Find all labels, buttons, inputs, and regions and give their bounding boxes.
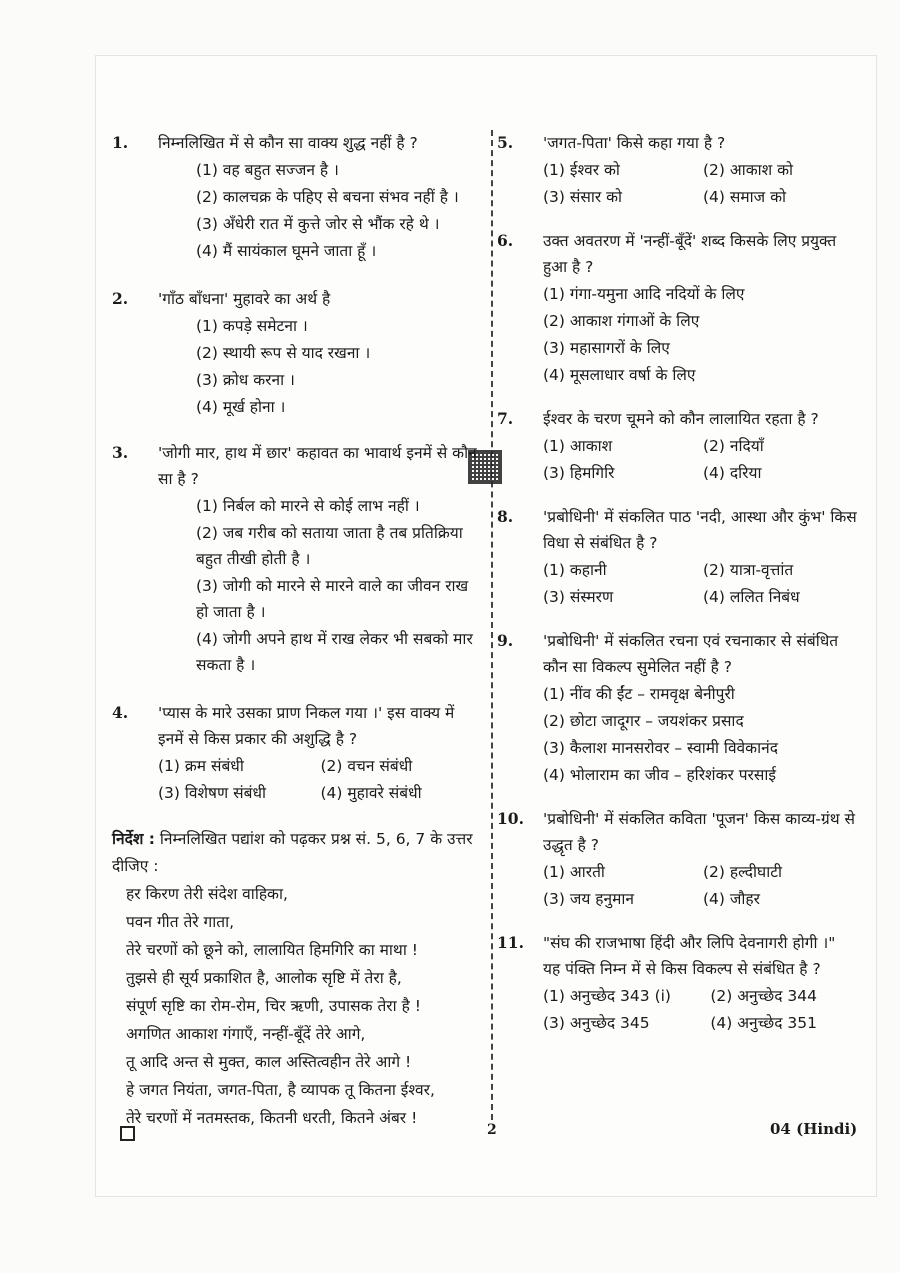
- option-2: (2) अनुच्छेद 344: [710, 987, 817, 1005]
- option-2: (2) वचन संबंधी: [320, 757, 413, 775]
- question-text: 'प्रबोधिनी' में संकलित कविता 'पूजन' किस काव्य-ग्रंथ से उद्धृत है ?: [543, 810, 856, 854]
- options-grid: [543, 156, 857, 210]
- option-2: (2) हल्दीघाटी: [703, 863, 783, 881]
- passage-line: तुझसे ही सूर्य प्रकाशित है, आलोक सृष्टि में तेरा है,: [126, 969, 402, 987]
- question-4: [112, 700, 477, 806]
- option-1: (1) नींव की ईंट – रामवृक्ष बेनीपुरी: [543, 685, 735, 703]
- paper-code: 04 (Hindi): [770, 1120, 858, 1138]
- question-3: [112, 440, 477, 678]
- option-4: (4) मुहावरे संबंधी: [320, 784, 422, 802]
- question-8: [497, 504, 857, 610]
- option-2: (2) छोटा जादूगर – जयशंकर प्रसाद: [543, 712, 744, 730]
- question-text: 'प्यास के मारे उसका प्राण निकल गया ।' इस वाक्य में इनमें से किस प्रकार की अशुद्धि है ?: [158, 704, 455, 748]
- option-2: (2) कालचक्र के पहिए से बचना संभव नहीं है ।: [196, 188, 459, 206]
- options-grid: [543, 982, 857, 1036]
- question-number: 2.: [112, 289, 129, 308]
- question-text: "संघ की राजभाषा हिंदी और लिपि देवनागरी होगी ।" यह पंक्ति निम्न में से किस विकल्प से संबंधित है ?: [543, 934, 836, 978]
- option-3: (3) जय हनुमान: [543, 890, 635, 908]
- question-text: निम्नलिखित में से कौन सा वाक्य शुद्ध नहीं है ?: [158, 134, 418, 152]
- option-1: (1) अनुच्छेद 343 (i): [543, 987, 671, 1005]
- instruction: [112, 826, 477, 880]
- option-1: (1) क्रम संबंधी: [158, 757, 244, 775]
- option-4: (4) जोगी अपने हाथ में राख लेकर भी सबको मार सकता है ।: [196, 630, 473, 674]
- option-3: (3) महासागरों के लिए: [543, 339, 670, 357]
- passage-line: हे जगत नियंता, जगत-पिता, है व्यापक तू कितना ईश्वर,: [126, 1081, 435, 1099]
- question-text: ईश्वर के चरण चूमने को कौन लालायित रहता है ?: [543, 410, 819, 428]
- option-3: (3) अनुच्छेद 345: [543, 1014, 650, 1032]
- question-text: 'गाँठ बाँधना' मुहावरे का अर्थ है: [158, 290, 331, 308]
- option-3: (3) संस्मरण: [543, 588, 614, 606]
- option-4: (4) दरिया: [703, 464, 762, 482]
- option-4: (4) मूसलाधार वर्षा के लिए: [543, 366, 696, 384]
- instruction-label: निर्देश :: [112, 830, 155, 848]
- question-10: [497, 806, 857, 912]
- option-2: (2) आकाश गंगाओं के लिए: [543, 312, 700, 330]
- question-text: 'जोगी मार, हाथ में छार' कहावत का भावार्थ इनमें से कौन सा है ?: [158, 444, 477, 488]
- left-column: [112, 130, 477, 1132]
- question-2: [112, 286, 477, 420]
- question-text: 'प्रबोधिनी' में संकलित पाठ 'नदी, आस्था और कुंभ' किस विधा से संबंधित है ?: [543, 508, 857, 552]
- question-text: 'प्रबोधिनी' में संकलित रचना एवं रचनाकार से संबंधित कौन सा विकल्प सुमेलित नहीं है ?: [543, 632, 839, 676]
- option-1: (1) आरती: [543, 863, 605, 881]
- question-5: [497, 130, 857, 210]
- poem-passage: [112, 880, 477, 1132]
- option-2: (2) जब गरीब को सताया जाता है तब प्रतिक्रिया बहुत तीखी होती है ।: [196, 524, 463, 568]
- passage-line: तू आदि अन्त से मुक्त, काल अस्तित्वहीन तेरे आगे !: [126, 1053, 412, 1071]
- options-grid: [158, 752, 477, 806]
- option-4: (4) समाज को: [703, 188, 786, 206]
- question-number: 5.: [497, 133, 514, 152]
- question-number: 10.: [497, 809, 524, 828]
- passage-line: तेरे चरणों में नतमस्तक, कितनी धरती, कितने अंबर !: [126, 1109, 418, 1127]
- question-number: 1.: [112, 133, 129, 152]
- options-grid: [543, 432, 857, 486]
- question-number: 3.: [112, 443, 129, 462]
- option-1: (1) आकाश: [543, 437, 613, 455]
- question-number: 7.: [497, 409, 514, 428]
- option-1: (1) गंगा-यमुना आदि नदियों के लिए: [543, 285, 745, 303]
- option-2: (2) स्थायी रूप से याद रखना ।: [196, 344, 371, 362]
- option-1: (1) कपड़े समेटना ।: [196, 317, 308, 335]
- page-number: 2: [487, 1122, 497, 1138]
- option-3: (3) क्रोध करना ।: [196, 371, 295, 389]
- option-3: (3) संसार को: [543, 188, 623, 206]
- question-1: [112, 130, 477, 264]
- option-1: (1) ईश्वर को: [543, 161, 620, 179]
- passage-line: पवन गीत तेरे गाता,: [126, 913, 235, 931]
- option-3: (3) जोगी को मारने से मारने वाले का जीवन राख हो जाता है ।: [196, 577, 469, 621]
- column-divider: [491, 130, 493, 1120]
- option-4: (4) अनुच्छेद 351: [710, 1014, 817, 1032]
- option-2: (2) आकाश को: [703, 161, 794, 179]
- option-2: (2) यात्रा-वृत्तांत: [703, 561, 794, 579]
- option-4: (4) मैं सायंकाल घूमने जाता हूँ ।: [196, 242, 377, 260]
- passage-line: हर किरण तेरी संदेश वाहिका,: [126, 885, 288, 903]
- passage-line: तेरे चरणों को छूने को, लालायित हिमगिरि का माथा !: [126, 941, 418, 959]
- checkbox-square-icon: [120, 1126, 135, 1141]
- option-4: (4) भोलाराम का जीव – हरिशंकर परसाई: [543, 766, 776, 784]
- question-text: उक्त अवतरण में 'नन्हीं-बूँदें' शब्द किसके लिए प्रयुक्त हुआ है ?: [543, 232, 837, 276]
- option-4: (4) मूर्ख होना ।: [196, 398, 286, 416]
- option-1: (1) कहानी: [543, 561, 607, 579]
- question-number: 8.: [497, 507, 514, 526]
- options-grid: [543, 556, 857, 610]
- option-3: (3) हिमगिरि: [543, 464, 615, 482]
- question-11: [497, 930, 857, 1036]
- instruction-text: निम्नलिखित पद्यांश को पढ़कर प्रश्न सं. 5, 6, 7 के उत्तर दीजिए :: [112, 830, 473, 875]
- option-4: (4) जौहर: [703, 890, 760, 908]
- question-6: [497, 228, 857, 388]
- passage-line: संपूर्ण सृष्टि का रोम-रोम, चिर ऋणी, उपासक तेरा है !: [126, 997, 421, 1015]
- question-number: 6.: [497, 231, 514, 250]
- option-4: (4) ललित निबंध: [703, 588, 800, 606]
- question-number: 4.: [112, 703, 129, 722]
- option-2: (2) नदियाँ: [703, 437, 764, 455]
- question-number: 11.: [497, 933, 524, 952]
- question-7: [497, 406, 857, 486]
- option-3: (3) कैलाश मानसरोवर – स्वामी विवेकानंद: [543, 739, 778, 757]
- question-number: 9.: [497, 631, 514, 650]
- options-grid: [543, 858, 857, 912]
- option-3: (3) अँधेरी रात में कुत्ते जोर से भौंक रहे थे ।: [196, 215, 440, 233]
- option-1: (1) वह बहुत सज्जन है ।: [196, 161, 339, 179]
- question-9: [497, 628, 857, 788]
- question-text: 'जगत-पिता' किसे कहा गया है ?: [543, 134, 726, 152]
- passage-line: अगणित आकाश गंगाएँ, नन्हीं-बूँदें तेरे आगे,: [126, 1025, 366, 1043]
- option-1: (1) निर्बल को मारने से कोई लाभ नहीं ।: [196, 497, 420, 515]
- right-column: [497, 130, 857, 1036]
- option-3: (3) विशेषण संबंधी: [158, 784, 267, 802]
